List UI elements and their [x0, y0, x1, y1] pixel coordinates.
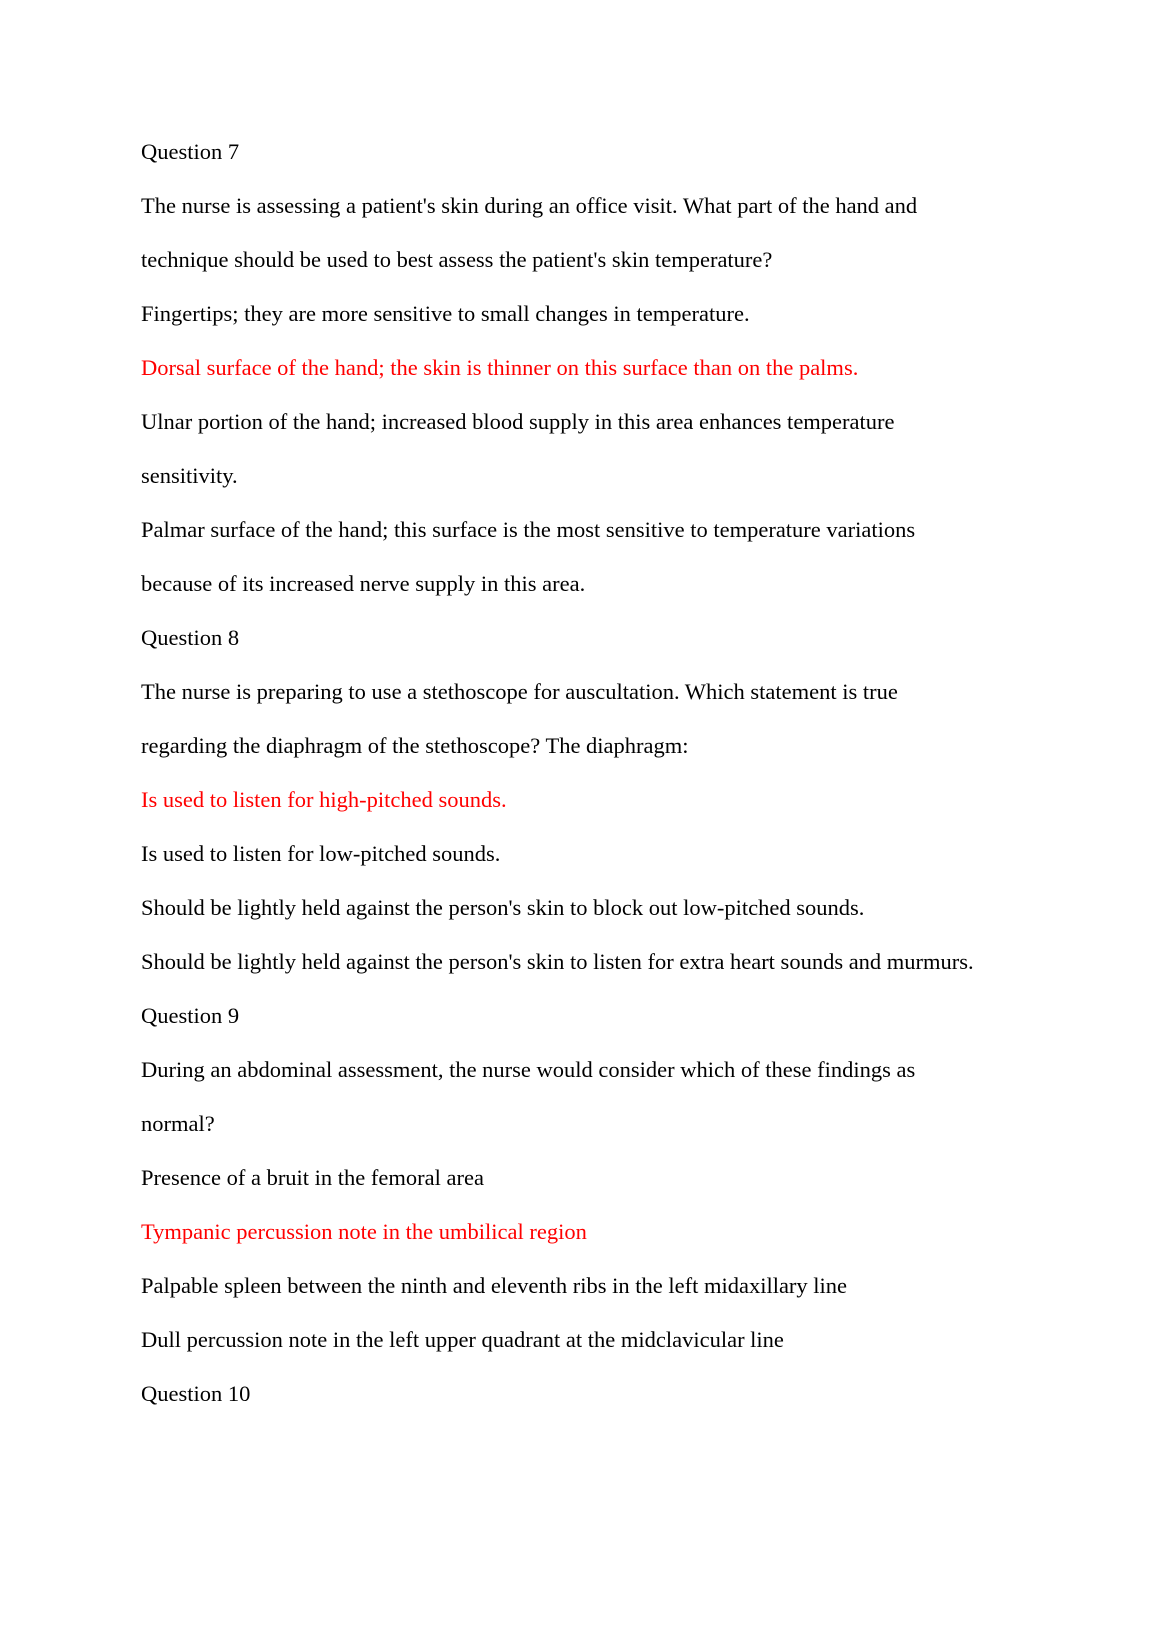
- question-9-option-c: Palpable spleen between the ninth and eleventh ribs in the left midaxillary line: [141, 1273, 848, 1298]
- question-8-option-d: Should be lightly held against the person's skin to listen for extra heart sounds and murmurs.: [141, 949, 974, 974]
- question-8-stem-line-2: regarding the diaphragm of the stethoscope? The diaphragm:: [141, 733, 689, 758]
- question-7-option-c-line-2: sensitivity.: [141, 463, 238, 488]
- question-7-stem-line-1: The nurse is assessing a patient's skin during an office visit. What part of the hand and: [141, 193, 918, 218]
- question-8-option-b: Is used to listen for low-pitched sounds.: [141, 841, 501, 866]
- question-8-option-c: Should be lightly held against the person's skin to block out low-pitched sounds.: [141, 895, 865, 920]
- question-7-option-d-line-2: because of its increased nerve supply in this area.: [141, 571, 586, 596]
- question-9-correct-option: Tympanic percussion note in the umbilical region: [141, 1219, 587, 1244]
- question-9-stem-line-1: During an abdominal assessment, the nurse would consider which of these findings as: [141, 1057, 916, 1082]
- question-7-stem-line-2: technique should be used to best assess the patient's skin temperature?: [141, 247, 773, 272]
- question-9-stem-line-2: normal?: [141, 1111, 215, 1136]
- question-7-option-a: Fingertips; they are more sensitive to small changes in temperature.: [141, 301, 750, 326]
- question-8-correct-option: Is used to listen for high-pitched sounds.: [141, 787, 507, 812]
- question-7-option-d-line-1: Palmar surface of the hand; this surface is the most sensitive to temperature variations: [141, 517, 916, 542]
- question-9-heading: Question 9: [141, 1003, 240, 1028]
- question-7-correct-option: Dorsal surface of the hand; the skin is thinner on this surface than on the palms.: [141, 355, 859, 380]
- question-8-heading: Question 8: [141, 625, 240, 650]
- document-body: [141, 135, 1041, 1431]
- question-9-option-d: Dull percussion note in the left upper quadrant at the midclavicular line: [141, 1327, 784, 1352]
- question-7-option-c-line-1: Ulnar portion of the hand; increased blood supply in this area enhances temperature: [141, 409, 895, 434]
- question-8-stem-line-1: The nurse is preparing to use a stethoscope for auscultation. Which statement is true: [141, 679, 898, 704]
- question-9-option-a: Presence of a bruit in the femoral area: [141, 1165, 484, 1190]
- question-7-heading: Question 7: [141, 139, 240, 164]
- question-10-heading: Question 10: [141, 1381, 251, 1406]
